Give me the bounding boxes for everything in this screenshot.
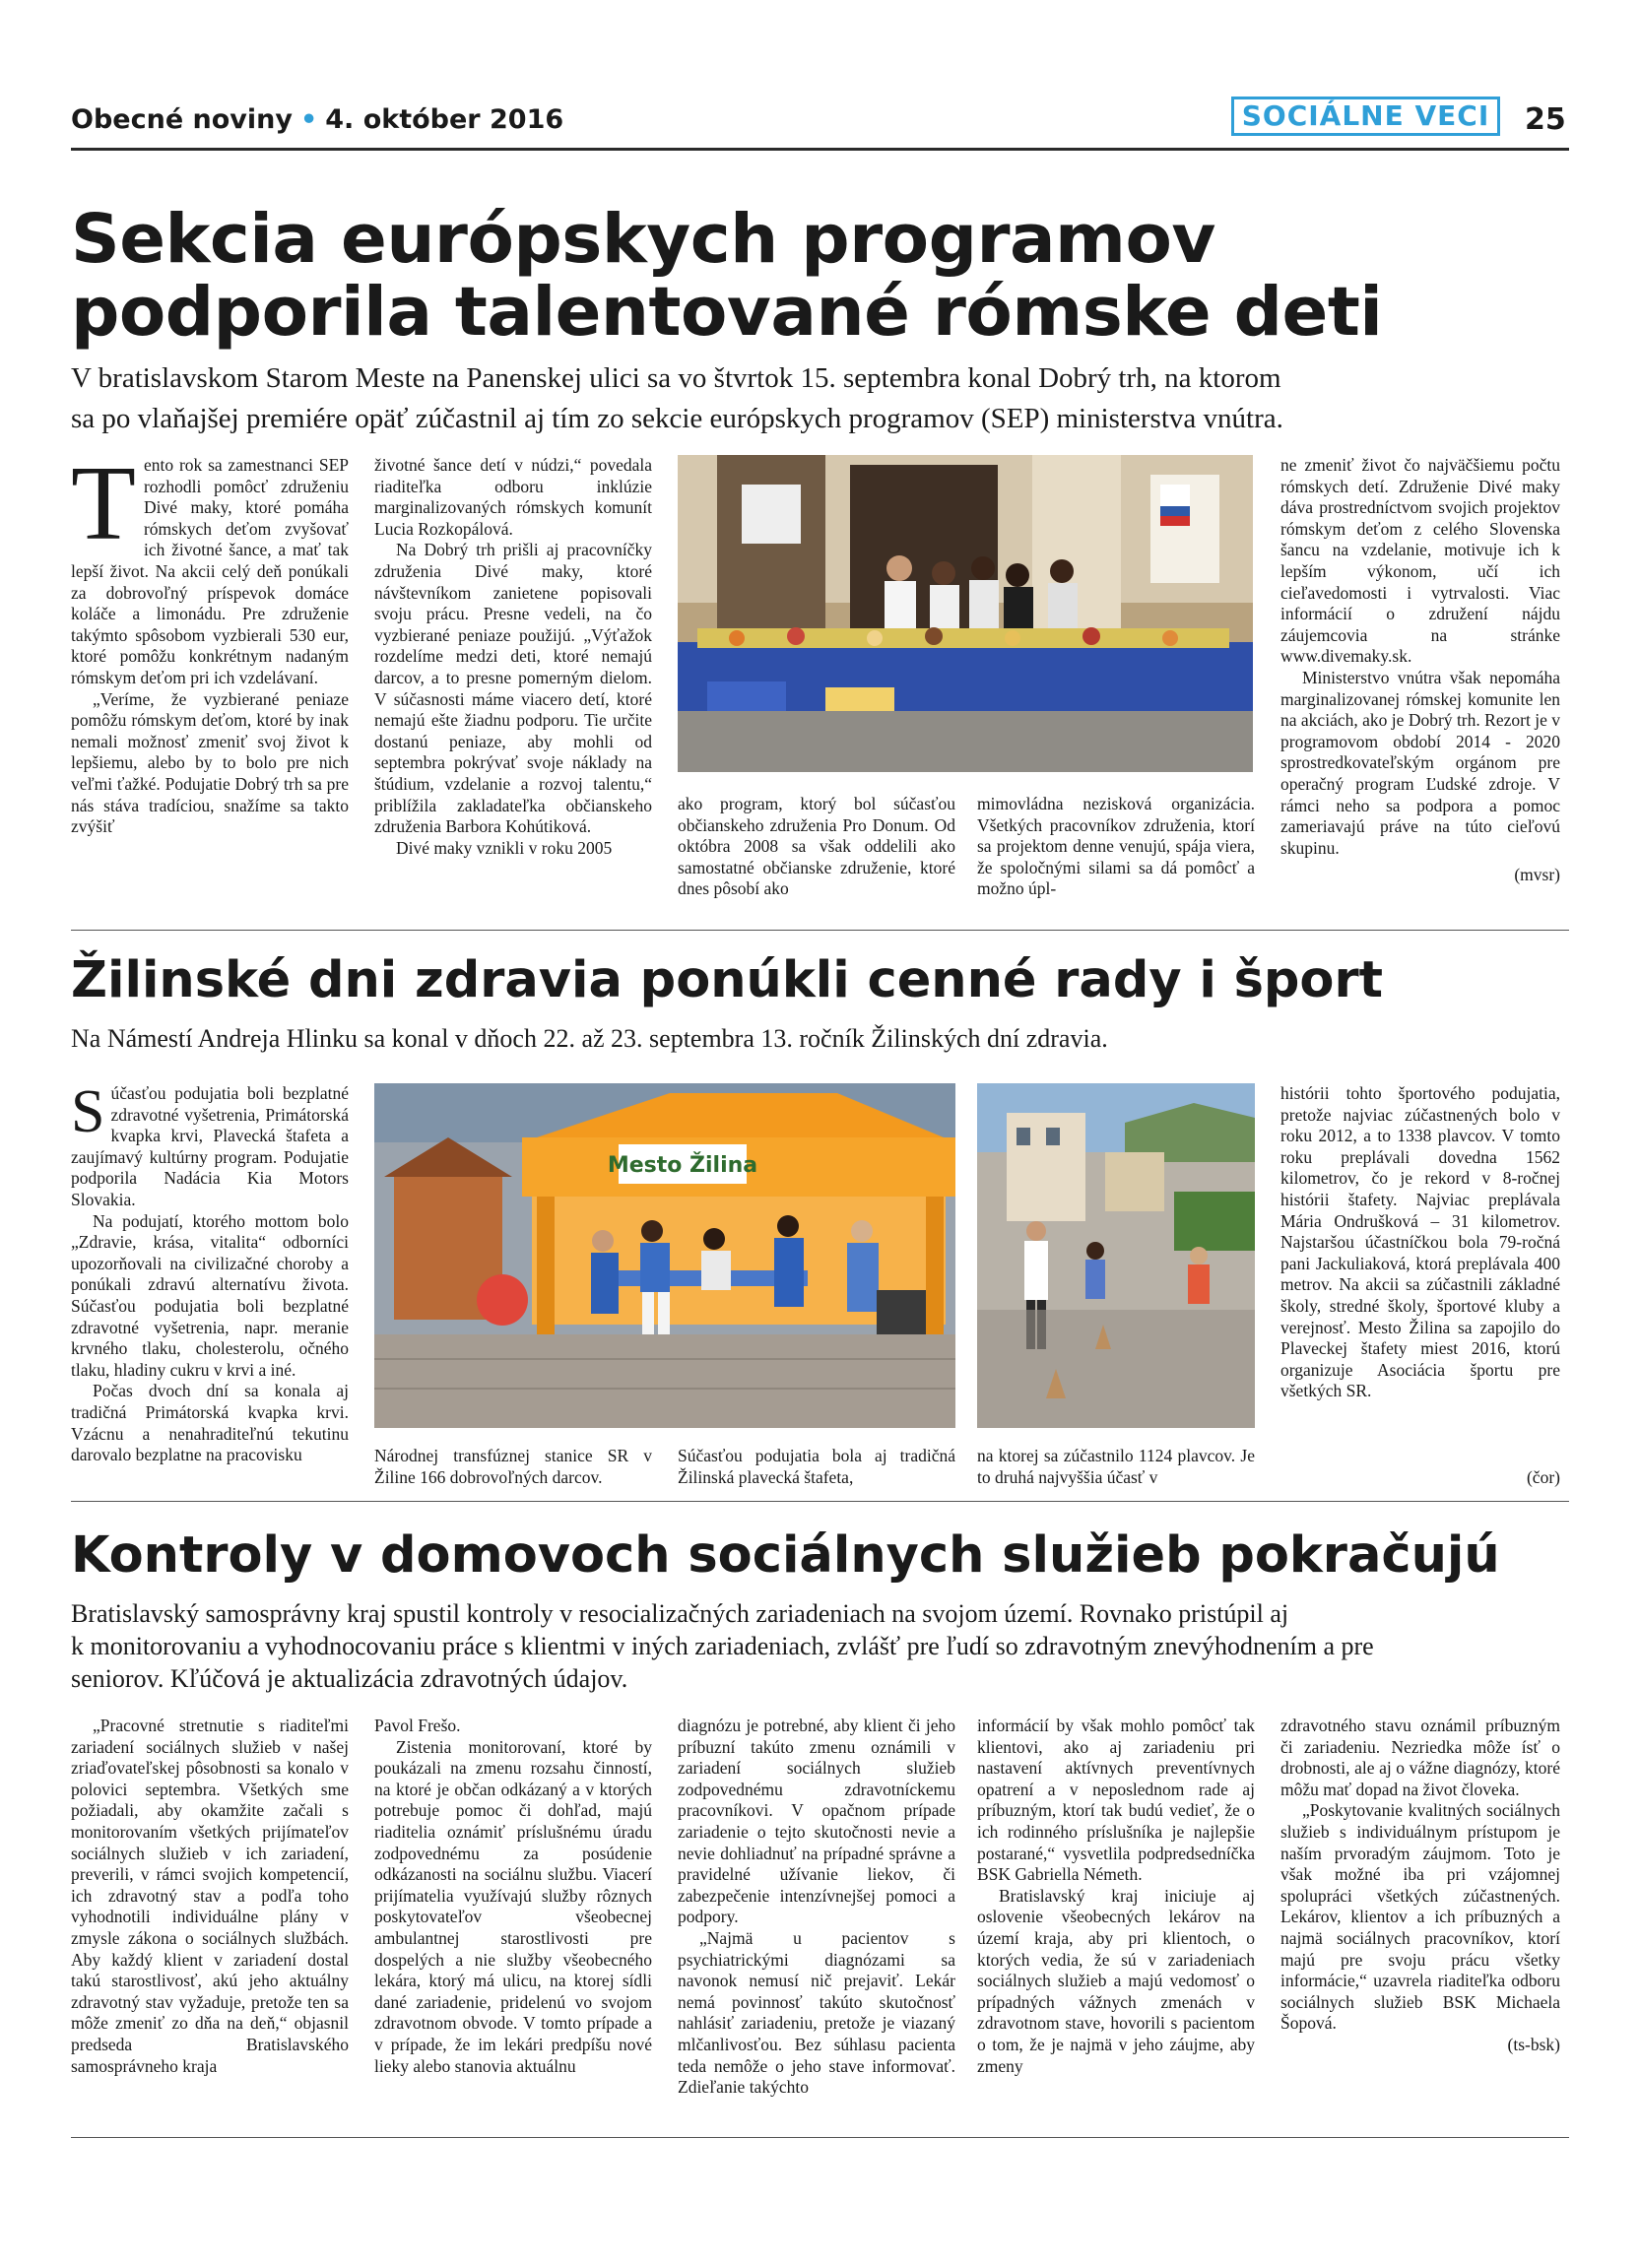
article1-column-2 xyxy=(374,455,652,859)
article2-col4-text: na ktorej sa zúčastnilo 1124 plavcov. Je to druhá najvyššia účasť v xyxy=(977,1446,1255,1487)
article3-col1-text: „Pracovné stretnutie s riaditeľmi zariadení sociálnych služieb v našej zriaďovateľskej pôsobnosti sa konalo v polovici septembra. Všetkých sme požiadali, aby okamžite začali s monitorovaním všetkých prijímateľov sociálnych služieb v ich zariadení, preverili, v rámci svojich kompetencií, ich zdravotný stav a podľa toho vyhodnotili individuálne plány v zmysle zákona o sociálnych službách. Aby každý klient v zariadení dostal takú starostlivosť, akú jeho aktuálny zdravotný stav vyžaduje, pretože ten sa môže zmeniť zo dňa na deň,“ objasnil predseda Bratislavského samosprávneho kraja xyxy=(71,1716,349,2076)
article2-title: Žilinské dni zdravia ponúkli cenné rady i šport xyxy=(71,951,1384,1009)
article1-title xyxy=(71,200,1569,352)
article2-column-4 xyxy=(977,1446,1255,1488)
article1-title-line1: Sekcia európskych programov xyxy=(71,200,1215,279)
article3-signature: (ts-bsk) xyxy=(1507,2034,1560,2054)
drop-cap: T xyxy=(71,445,136,562)
article3-col5-p2: „Poskytovanie kvalitných sociálnych služieb s individuálnym prístupom je naším prvoradým záujmom. Toto je však možné iba pri vzájomnej spolupráci všetkých zúčastnených. Lekárov, klientov a ich príbuzných a najmä sociálnych pracovníkov, ktorí majú pre svoju prácu všetky informácie,“ uzavrela riaditeľka odboru sociálnych služieb BSK Michaela Šopová. xyxy=(1280,1800,1560,2034)
article1-divider xyxy=(71,930,1569,931)
header-rule xyxy=(71,148,1569,151)
article1-col1-p1: ento rok sa zamestnanci SEP rozhodli pomôcť združeniu Divé maky, ktoré pomáha rómskych deťom zvyšovať ich životné šance, a mať tak lepší život. Na akcii celý deň ponúkali za dobrovoľný príspevok domáce koláče a limonádu. Pre združenie takýmto spôsobom vyzbierali 530 eur, ktoré pomôžu konkrétnym nadaným rómskym deťom pri ich vzdelávaní. xyxy=(71,455,349,687)
article3-col3-p2: „Najmä u pacientov s psychiatrickými diagnózami sa navonok nemusí nič prejaviť. Lekár nemá povinnosť takúto skutočnosť nahlásiť zariadeniu, pretože je viazaný mlčanlivosťou. Bez súhlasu pacienta teda nemôže o jeho stave informovať. Zdieľanie takýchto xyxy=(678,1927,955,2098)
photo-relay-race-image xyxy=(977,1083,1255,1428)
article1-col3-text: ako program, ktorý bol súčasťou občianskeho združenia Pro Donum. Od októbra 2008 sa však oddelili ako samostatné občianske združenie, ktoré dnes pôsobí ako xyxy=(678,794,955,899)
issue-date: 4. október 2016 xyxy=(325,104,564,135)
publication-line xyxy=(71,104,563,135)
article3-lead-line3: seniorov. Kľúčová je aktualizácia zdravotných údajov. xyxy=(71,1664,628,1693)
photo-health-tent-image xyxy=(374,1083,955,1428)
photo-dobry-trh xyxy=(678,455,1253,772)
article1-col4-text: mimovládna nezisková organizácia. Všetkých pracovníkov združenia, ktorí sa projektom denne venujú, spája viera, že spoločnými silami sa dá pomôcť a možno úpl- xyxy=(977,794,1255,899)
article2-col1-p1: účasťou podujatia boli bezplatné zdravotné vyšetrenia, Primátorská kvapka krvi, Plavecká štafeta a zaujímavý kultúrny program. Podujatie podporila Nadácia Kia Motors Slovakia. xyxy=(71,1083,349,1209)
article2-column-1 xyxy=(71,1078,349,1466)
article2-col2-text: Národnej transfúznej stanice SR v Žiline 166 dobrovoľných darcov. xyxy=(374,1446,652,1487)
photo-relay-race xyxy=(977,1083,1255,1428)
article3-title: Kontroly v domovoch sociálnych služieb pokračujú xyxy=(71,1526,1500,1585)
article3-column-3 xyxy=(678,1716,955,2099)
article3-col2-p2: Zistenia monitorovaní, ktoré by poukázali na zmenu rozsahu činností, na ktoré je občan odkázaný a v ktorých potrebuje pomoc či dohľad, majú riaditelia oznámiť príslušnému úradu zodpovednému za posúdenie odkázanosti na sociálnu službu. Viacerí prijímatelia využívajú služby rôznych poskytovateľov všeobecnej ambulantnej starostlivosti pre dospelých a nie služby všeobecného lekára, ktorý má ulicu, na ktorej sídli dané zariadenie, pridelenú vo svojom zdravotnom obvode. V tomto prípade a v prípade, že im lekári predpíšu nové lieky alebo stanovia aktuálnu xyxy=(374,1736,652,2076)
tent-sign: Mesto Žilina xyxy=(607,1153,758,1178)
drop-cap: S xyxy=(71,1078,105,1145)
article3-column-1 xyxy=(71,1716,349,2077)
article2-column-2 xyxy=(374,1446,652,1488)
article1-col2-p1: životné šance detí v núdzi,“ povedala riaditeľka odboru inklúzie marginalizovaných rómskych komunít Lucia Rozkopálová. xyxy=(374,455,652,539)
article1-column-1 xyxy=(71,445,349,838)
article2-col3-text: Súčasťou podujatia bola aj tradičná Žilinská plavecká štafeta, xyxy=(678,1446,955,1487)
article2-signature-box xyxy=(1280,1467,1560,1489)
article1-col1-p2: „Veríme, že vyzbierané peniaze pomôžu rómskym deťom, ktoré by inak nemali možnosť zmeniť svoj život k lepšiemu, alebo by to bolo pre nich veľmi ťažké. Podujatie Dobrý trh sa pre nás stáva tradíciou, snažíme sa takto zvýšiť xyxy=(71,688,349,837)
photo-dobry-trh-image xyxy=(678,455,1253,772)
article1-lead xyxy=(71,358,1569,439)
article3-col2-p1: Pavol Frešo. xyxy=(374,1716,461,1735)
article3-column-2 xyxy=(374,1716,652,2077)
article3-lead-line2: k monitorovaniu a vyhodnocovaniu práce s klientmi v iných zariadeniach, zvlášť pre ľudí so zdravotným znevýhodnením a pre xyxy=(71,1632,1374,1660)
article3-column-4 xyxy=(977,1716,1255,2077)
article2-col5-text: histórii tohto športového podujatia, pretože najviac zúčastnených bolo v roku 2012, a to 1338 plavcov. V tomto roku preplávali dovedna 1562 kilometrov, čo je rekord v 8-ročnej histórii štafety. Najviac preplávala Mária Ondrušková – 31 kilometrov. Najstaršou účastníčkou bola 79-ročná pani Jackuliaková, ktorá preplávala 400 metrov. Na akcii sa zúčastnili základné školy, stredné školy, športové kluby a verejnosť. Mesto Žilina sa zapojilo do Plaveckej štafety miest 2016, ktorú organizuje Asociácia športu pre všetkých SR. xyxy=(1280,1083,1560,1401)
article1-column-5 xyxy=(1280,455,1560,886)
article2-lead: Na Námestí Andreja Hlinku sa konal v dňoch 22. až 23. septembra 13. ročník Žilinských dní zdravia. xyxy=(71,1024,1108,1053)
article1-lead-line2: sa po vlaňajšej premiére opäť zúčastnil aj tím zo sekcie európskych programov (SEP) ministerstva vnútra. xyxy=(71,403,1283,434)
article2-col1-p2: Na podujatí, ktorého mottom bolo „Zdravie, krása, vitalita“ odborníci upozorňovali na civilizačné choroby a ponúkali zdravú alternatívu života. Súčasťou podujatia boli bezplatné zdravotné vyšetrenia, napr. meranie krvného tlaku, cholesterolu, očného tlaku, hladiny cukru v krvi a iné. xyxy=(71,1210,349,1380)
article3-col3-p1: diagnózu je potrebné, aby klient či jeho príbuzní takúto zmenu oznámili v zariadení sociálnych služieb zodpovednému zdravotníckemu pracovníkovi. V opačnom prípade zariadenie o tejto skutočnosti nevie a nevie dohliadnuť na prípadné správne a pravidelné užívanie liekov, či zabezpečenie intenzívnejšej pomoci a podpory. xyxy=(678,1716,955,1927)
article2-divider xyxy=(71,1501,1569,1502)
article2-column-3 xyxy=(678,1446,955,1488)
article3-lead xyxy=(71,1597,1569,1695)
article3-col4-p1: informácií by však mohlo pomôcť tak klientovi, ako aj zariadeniu pri nastavení aktívnych preventívnych opatrení a v neposlednom rade aj príbuzným, ktorí tak budú vedieť, že o ich rodinného príslušníka je najlepšie postarané,“ vysvetlila podpredsedníčka BSK Gabriella Németh. xyxy=(977,1716,1255,1885)
article1-col2-p3: Divé maky vznikli v roku 2005 xyxy=(396,837,613,858)
article3-lead-line1: Bratislavský samosprávny kraj spustil kontroly v resocializačných zariadeniach na svojom území. Rovnako pristúpil aj xyxy=(71,1599,1289,1628)
article3-col4-p2: Bratislavský kraj iniciuje aj oslovenie všeobecných lekárov na území kraja, aby pri klientoch, o ktorých vedia, že sú v zariadeniach sociálnych služieb a majú vedomosť o prípadných vážnych zmenách v zdravotnom stave, hovorili s pacientom o tom, že je najmä v jeho záujme, aby zmeny xyxy=(977,1885,1255,2076)
article2-col1-p3: Počas dvoch dní sa konala aj tradičná Primátorská kvapka krvi. Vzácnu a nenahraditeľnú tekutinu darovalo bezplatne na pracovisku xyxy=(71,1381,349,1465)
article2-column-5 xyxy=(1280,1083,1560,1402)
article3-column-5 xyxy=(1280,1716,1560,2056)
article2-signature: (čor) xyxy=(1526,1467,1560,1487)
page-number: 25 xyxy=(1525,102,1566,137)
article1-col5-p1: ne zmeniť život čo najväčšiemu počtu rómskych detí. Združenie Divé maky dáva prostredníctvom svojich projektov rómskym deťom z celého Slovenska šancu na vzdelanie, motivuje ich k lepším výkonom, učí ich cieľavedomosti i vytrvalosti. Viac informácií o združení nájdu záujemcovia na stránke www.divemaky.sk. xyxy=(1280,455,1560,667)
section-tag: SOCIÁLNE VECI xyxy=(1231,97,1500,136)
article1-col2-p2: Na Dobrý trh prišli aj pracovníčky združenia Divé maky, ktoré návštevníkom zanietene popisovali svoju prácu. Presne vedeli, na čo vyzbierané peniaze použijú. „Výťažok rozdelíme medzi deti, ktoré nemajú darcov, a to presne pomerným dielom. V súčasnosti máme viacero detí, ktoré nemajú ešte žiadnu podporu. Tie určite dostanú peniaze, aby mohli od septembra pokrývať svoje náklady na štúdium, vzdelanie a rozvoj talentu,“ priblížila zakladateľka občianskeho združenia Barbora Kohútiková. xyxy=(374,540,652,837)
article1-signature: (mvsr) xyxy=(1514,865,1560,885)
article3-col5-p1: zdravotného stavu oznámil príbuzným či zariadeniu. Nezriedka môže ísť o drobnosti, ale aj o vážne diagnózy, ktoré môžu mať dopad na život človeka. xyxy=(1280,1716,1560,1799)
article1-col5-p2: Ministerstvo vnútra však nepomáha marginalizovanej rómskej komunite len na akciách, ako je Dobrý trh. Rezort je v programovom období 2014 - 2020 sprostredkovateľským orgánom pre operačný program Ľudské zdroje. V rámci neho sa podpora a pomoc zameriavajú práve na túto cieľovú skupinu. xyxy=(1280,667,1560,858)
article1-column-4 xyxy=(977,794,1255,900)
article1-column-3 xyxy=(678,794,955,900)
separator-dot: • xyxy=(299,104,318,135)
article1-title-line2: podporila talentované rómske deti xyxy=(71,273,1383,352)
photo-health-tent xyxy=(374,1083,955,1428)
footer-rule xyxy=(71,2137,1569,2138)
publication-name: Obecné noviny xyxy=(71,104,293,135)
article1-lead-line1: V bratislavskom Starom Meste na Panenskej ulici sa vo štvrtok 15. septembra konal Dobrý trh, na ktorom xyxy=(71,362,1281,394)
